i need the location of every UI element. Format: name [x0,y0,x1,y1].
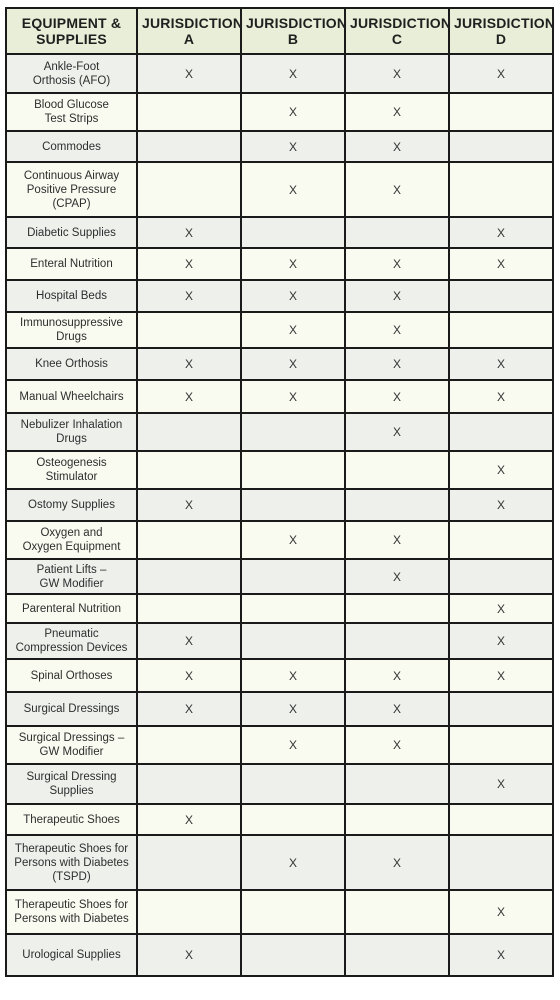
jurisdiction-d-cell: X [449,248,553,280]
jurisdiction-b-cell [241,623,345,659]
jurisdiction-d-cell: X [449,348,553,380]
jurisdiction-b-cell: X [241,835,345,890]
jurisdiction-b-cell: X [241,312,345,348]
header-equipment [6,8,137,54]
jurisdiction-b-cell: X [241,380,345,413]
equipment-name-line: Surgical Dressing [26,771,117,783]
jurisdiction-d-cell: X [449,623,553,659]
header-jurisdiction-d [449,8,556,54]
equipment-cell [6,54,137,93]
table-row [6,559,553,594]
header-row [6,8,553,54]
equipment-name-line: Enteral Nutrition [30,258,113,270]
jurisdiction-b-cell [241,804,345,835]
jurisdiction-a-cell [137,93,241,131]
table-row [6,348,553,380]
jurisdiction-b-cell: X [241,521,345,559]
jurisdiction-b-cell [241,559,345,594]
equipment-name-line: GW Modifier [39,746,104,758]
equipment-name-line: Surgical Dressings – [18,732,125,744]
jurisdiction-b-cell: X [241,726,345,764]
table-row [6,248,553,280]
equipment-name-line: Orthosis (AFO) [32,74,111,87]
jurisdiction-d-cell [449,312,553,348]
header-jurisdiction-a [137,8,244,54]
equipment-name-line: Compression Devices [15,642,128,654]
jurisdiction-a-cell: X [137,934,241,976]
table-row [6,934,553,976]
jurisdiction-table [5,7,554,977]
equipment-name-line: Diabetic Supplies [27,226,116,239]
equipment-name-line: Nebulizer Inhalation [20,419,123,431]
jurisdiction-b-cell [241,934,345,976]
jurisdiction-d-cell [449,521,553,559]
jurisdiction-d-cell: X [449,594,553,623]
jurisdiction-c-cell: X [345,248,449,280]
equipment-name-line: Patient Lifts – [36,563,107,576]
equipment-name-line: GW Modifier [39,577,104,590]
jurisdiction-d-cell: X [449,489,553,521]
jurisdiction-a-cell [137,131,241,162]
header-line: EQUIPMENT & [21,15,122,31]
jurisdiction-d-cell: X [449,451,553,489]
equipment-name-line: Commodes [42,140,101,153]
table-row [6,54,553,93]
jurisdiction-b-cell: X [241,348,345,380]
equipment-cell [6,890,137,934]
equipment-cell [6,835,137,890]
jurisdiction-b-cell [241,413,345,451]
jurisdiction-c-cell: X [345,131,449,162]
table-row [6,804,553,835]
header-line: JURISDICTION [246,15,348,31]
equipment-cell [6,521,137,559]
table-row [6,890,553,934]
jurisdiction-a-cell [137,451,241,489]
jurisdiction-a-cell: X [137,348,241,380]
jurisdiction-a-cell: X [137,280,241,312]
table-row [6,312,553,348]
table-row [6,380,553,413]
jurisdiction-c-cell [345,890,449,934]
jurisdiction-a-cell [137,726,241,764]
jurisdiction-d-cell: X [449,217,553,248]
equipment-cell [6,934,137,976]
jurisdiction-a-cell [137,162,241,217]
jurisdiction-b-cell: X [241,692,345,726]
jurisdiction-a-cell [137,835,241,890]
equipment-name-line: Immunosuppressive [20,317,123,329]
table-row [6,764,553,804]
equipment-cell [6,764,137,804]
jurisdiction-c-cell [345,217,449,248]
jurisdiction-c-cell [345,623,449,659]
jurisdiction-d-cell: X [449,934,553,976]
jurisdiction-d-cell [449,413,553,451]
jurisdiction-a-cell [137,594,241,623]
jurisdiction-d-cell: X [449,764,553,804]
jurisdiction-b-cell: X [241,131,345,162]
equipment-name-line: Therapeutic Shoes for [14,899,129,911]
equipment-name-line: Ankle-Foot [43,60,100,73]
jurisdiction-a-cell [137,413,241,451]
equipment-cell [6,659,137,692]
jurisdiction-a-cell: X [137,217,241,248]
equipment-name-line: Continuous Airway [23,169,120,182]
equipment-name-line: Stimulator [45,471,98,483]
table-row [6,835,553,890]
jurisdiction-d-cell [449,93,553,131]
header-line: JURISDICTION [454,15,556,31]
equipment-name-line: (CPAP) [52,197,91,210]
jurisdiction-c-cell: X [345,93,449,131]
equipment-cell [6,380,137,413]
jurisdiction-c-cell [345,489,449,521]
table-row [6,93,553,131]
equipment-name-line: Surgical Dressings [23,703,120,715]
equipment-name-line: Supplies [49,785,94,797]
equipment-cell [6,489,137,521]
equipment-cell [6,93,137,131]
equipment-name-line: Drugs [56,331,87,343]
equipment-name-line: Persons with Diabetes [14,856,129,869]
equipment-cell [6,594,137,623]
jurisdiction-c-cell [345,934,449,976]
jurisdiction-c-cell: X [345,692,449,726]
equipment-name-line: Pneumatic [44,628,99,640]
jurisdiction-a-cell [137,521,241,559]
jurisdiction-c-cell [345,451,449,489]
equipment-name-line: Persons with Diabetes [14,913,129,925]
equipment-name-line: Manual Wheelchairs [19,390,124,403]
equipment-name-line: Hospital Beds [36,290,107,302]
jurisdiction-a-cell: X [137,804,241,835]
equipment-name-line: Osteogenesis [36,457,107,469]
jurisdiction-c-cell: X [345,380,449,413]
header-line: SUPPLIES [36,31,107,47]
table-row [6,692,553,726]
jurisdiction-d-cell: X [449,659,553,692]
equipment-name-line: Positive Pressure [26,183,117,196]
jurisdiction-c-cell: X [345,835,449,890]
header-line: B [287,31,299,47]
table-row [6,594,553,623]
jurisdiction-b-cell [241,217,345,248]
jurisdiction-d-cell: X [449,890,553,934]
jurisdiction-b-cell [241,489,345,521]
jurisdiction-c-cell: X [345,521,449,559]
jurisdiction-a-cell: X [137,489,241,521]
equipment-name-line: Knee Orthosis [35,358,108,370]
jurisdiction-d-cell [449,162,553,217]
table-row [6,162,553,217]
jurisdiction-a-cell [137,312,241,348]
equipment-name-line: Drugs [56,433,87,445]
equipment-name-line: (TSPD) [52,870,91,883]
jurisdiction-b-cell [241,890,345,934]
equipment-cell [6,217,137,248]
jurisdiction-d-cell: X [449,54,553,93]
header-line: C [391,31,403,47]
equipment-cell [6,162,137,217]
equipment-cell [6,692,137,726]
jurisdiction-c-cell: X [345,54,449,93]
equipment-name-line: Ostomy Supplies [28,499,115,511]
equipment-cell [6,451,137,489]
table-row [6,131,553,162]
jurisdiction-c-cell: X [345,413,449,451]
header-line: JURISDICTION [142,15,244,31]
equipment-cell [6,413,137,451]
equipment-cell [6,348,137,380]
jurisdiction-c-cell: X [345,348,449,380]
jurisdiction-b-cell [241,594,345,623]
jurisdiction-c-cell: X [345,659,449,692]
equipment-name-line: Blood Glucose [34,99,109,111]
header-line: A [183,31,195,47]
jurisdiction-c-cell: X [345,312,449,348]
jurisdiction-b-cell: X [241,280,345,312]
table-row [6,217,553,248]
equipment-cell [6,248,137,280]
jurisdiction-c-cell: X [345,559,449,594]
jurisdiction-b-cell [241,764,345,804]
table-row [6,489,553,521]
jurisdiction-a-cell: X [137,692,241,726]
table-row [6,659,553,692]
jurisdiction-a-cell: X [137,54,241,93]
jurisdiction-d-cell [449,131,553,162]
jurisdiction-a-cell: X [137,623,241,659]
equipment-name-line: Parenteral Nutrition [21,602,122,615]
header-line: JURISDICTION [350,15,452,31]
equipment-name-line: Oxygen and [40,527,103,539]
jurisdiction-b-cell: X [241,248,345,280]
equipment-name-line: Therapeutic Shoes [23,813,120,826]
table-row [6,521,553,559]
jurisdiction-c-cell [345,764,449,804]
jurisdiction-c-cell [345,804,449,835]
equipment-cell [6,131,137,162]
equipment-name-line: Oxygen Equipment [22,541,121,553]
equipment-cell [6,280,137,312]
jurisdiction-b-cell: X [241,93,345,131]
jurisdiction-b-cell: X [241,162,345,217]
jurisdiction-c-cell: X [345,280,449,312]
jurisdiction-a-cell [137,890,241,934]
equipment-name-line: Urological Supplies [22,949,121,961]
equipment-cell [6,726,137,764]
header-jurisdiction-c [345,8,452,54]
header-line: D [495,31,507,47]
equipment-name-line: Therapeutic Shoes for [14,842,129,855]
header-jurisdiction-b [241,8,348,54]
table-row [6,280,553,312]
jurisdiction-c-cell [345,594,449,623]
jurisdiction-c-cell: X [345,162,449,217]
jurisdiction-a-cell: X [137,380,241,413]
table-row [6,726,553,764]
jurisdiction-a-cell [137,764,241,804]
equipment-cell [6,312,137,348]
jurisdiction-a-cell: X [137,248,241,280]
equipment-cell [6,623,137,659]
jurisdiction-b-cell [241,451,345,489]
jurisdiction-b-cell: X [241,54,345,93]
jurisdiction-d-cell [449,726,553,764]
equipment-cell [6,559,137,594]
equipment-cell [6,804,137,835]
jurisdiction-d-cell [449,280,553,312]
table-row [6,451,553,489]
jurisdiction-b-cell: X [241,659,345,692]
jurisdiction-d-cell [449,804,553,835]
jurisdiction-d-cell: X [449,380,553,413]
jurisdiction-a-cell [137,559,241,594]
table-row [6,413,553,451]
jurisdiction-a-cell: X [137,659,241,692]
jurisdiction-d-cell [449,835,553,890]
jurisdiction-d-cell [449,559,553,594]
equipment-name-line: Spinal Orthoses [30,669,113,682]
jurisdiction-c-cell: X [345,726,449,764]
jurisdiction-d-cell [449,692,553,726]
table-row [6,623,553,659]
equipment-name-line: Test Strips [44,113,99,125]
